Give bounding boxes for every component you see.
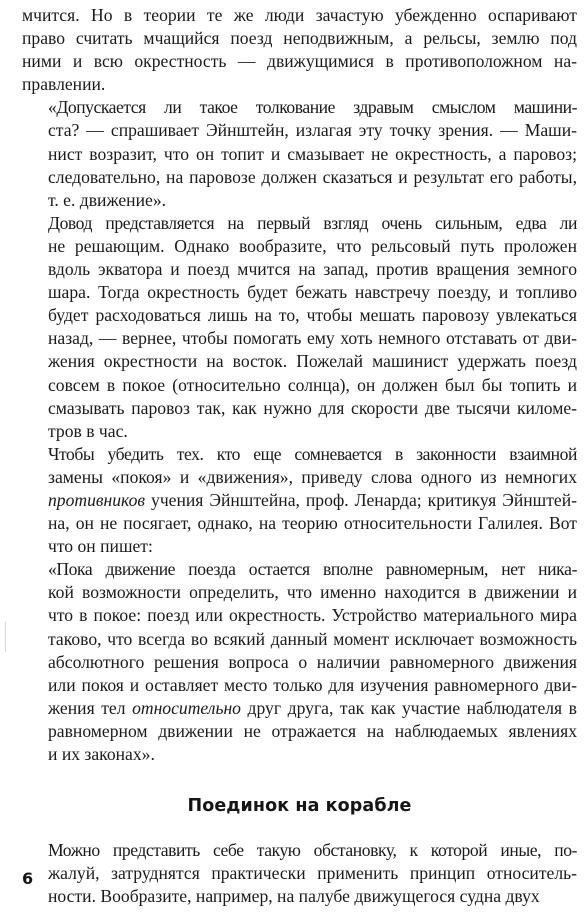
text-run: назад, — вернее, чтобы помогать ему хоть немного отставать от дви- xyxy=(48,328,577,349)
text-line xyxy=(22,720,577,743)
paragraph xyxy=(22,558,577,766)
text-run: будет расходоваться лишь на то, чтобы мешать паровозу увлекаться xyxy=(48,305,577,326)
text-run: равномерном движении не отражается на наблюдаемых явлениях xyxy=(48,720,577,741)
text-line xyxy=(22,374,577,397)
text-run: ними и всю окрестность — движущимися в противоположном на- xyxy=(22,51,577,72)
scan-mark xyxy=(5,622,6,652)
text-run: нист возразит, что он топит и смазывает не окрестность, а паровоз; xyxy=(48,143,577,164)
text-line xyxy=(22,96,577,119)
text-line xyxy=(22,258,577,281)
text-run: не решающим. Однако вообразите, что рельсовый путь проложен xyxy=(48,235,577,256)
text-line xyxy=(22,489,577,512)
text-line xyxy=(22,651,577,674)
text-run: мчится. Но в теории те же люди зачастую убежденно оспаривают xyxy=(22,5,577,25)
text-line xyxy=(22,304,577,327)
text-run: друг друга, так как участие наблюдателя в xyxy=(240,697,577,718)
text-line xyxy=(22,466,577,489)
italic-text: противников xyxy=(48,489,146,510)
text-line xyxy=(22,512,577,535)
text-line xyxy=(22,628,577,651)
text-run: или покоя и оставляет место только для изучения равномерного дви- xyxy=(48,674,577,695)
text-line xyxy=(22,281,577,304)
text-line xyxy=(22,73,577,96)
text-run: право считать мчащийся поезд неподвижным, а рельсы, землю под xyxy=(22,28,577,49)
text-run: ности. Вообразите, например, на палубе движущегося судна двух xyxy=(48,886,540,907)
text-run: жения окрестности на восток. Пожелай машинист удержать поезд xyxy=(48,351,577,372)
text-run: шара. Тогда окрестность будет бежать навстречу поезду, и топливо xyxy=(48,282,577,303)
text-run: правлении. xyxy=(22,74,106,95)
text-run: смазывать паровоз так, как нужно для скорости две тысячи киломе- xyxy=(48,397,577,418)
italic-text: относительно xyxy=(132,697,241,718)
text-line xyxy=(22,4,577,27)
text-line xyxy=(22,535,577,558)
text-run: кой возможности определить, что именно находится в движении и xyxy=(48,582,577,603)
text-run: на, он не посягает, однако, на теорию относительности Галилея. Вот xyxy=(48,513,577,534)
text-run: жалуй, затруднятся практически применить принцип относитель- xyxy=(48,863,577,884)
text-run: следовательно, на паровозе должен сказаться и результат его работы, xyxy=(48,166,577,187)
final-paragraph xyxy=(22,839,577,908)
paragraph xyxy=(22,96,577,211)
text-run: Можно представить себе такую обстановку, к которой иные, по- xyxy=(48,840,577,861)
text-line xyxy=(22,885,577,908)
page-number: 6 xyxy=(22,869,34,888)
text-line xyxy=(22,189,577,212)
text-line xyxy=(22,443,577,466)
text-run: совсем в покое (относительно солнца), он должен был бы топить и xyxy=(48,374,577,395)
text-line xyxy=(22,235,577,258)
page-body xyxy=(22,4,577,908)
text-line xyxy=(22,674,577,697)
text-run: вдоль экватора и поезд мчится на запад, против вращения земного xyxy=(48,259,577,280)
text-line xyxy=(22,50,577,73)
text-run: учения Эйнштейна, проф. Ленарда; критикуя Эйнштей- xyxy=(145,489,577,510)
text-line xyxy=(22,350,577,373)
text-run: жения тел xyxy=(48,697,133,718)
text-line xyxy=(22,397,577,420)
text-run: «Допускается ли такое толкование здравым смыслом машини- xyxy=(48,97,577,118)
paragraph xyxy=(22,4,577,96)
text-run: что в покое: поезд или окрестность. Устройство материального мира xyxy=(48,605,577,626)
text-line xyxy=(22,743,577,766)
text-line xyxy=(22,420,577,443)
text-run: Чтобы убедить тех. кто еще сомневается в законности взаимной xyxy=(48,443,577,464)
text-run: замены «покоя» и «движения», приведу слова одного из немногих xyxy=(48,466,577,487)
text-line xyxy=(22,839,577,862)
text-run: что он пишет: xyxy=(48,536,153,557)
text-line xyxy=(22,119,577,142)
text-run: т. е. движение». xyxy=(48,189,167,210)
text-line xyxy=(22,327,577,350)
text-line xyxy=(22,166,577,189)
text-run: абсолютного решения вопроса о наличии равномерного движения xyxy=(48,651,577,672)
text-run: Довод представляется на первый взгляд очень сильным, едва ли xyxy=(48,212,577,233)
text-line xyxy=(22,27,577,50)
text-run: «Пока движение поезда остается вполне равномерным, нет никa- xyxy=(48,559,577,580)
text-run: ста? — спрашивает Эйнштейн, излагая эту точку зрения. — Маши- xyxy=(48,120,577,141)
body-text xyxy=(22,4,577,766)
text-line xyxy=(22,143,577,166)
text-run: и их законах». xyxy=(48,744,155,764)
text-line xyxy=(22,558,577,581)
paragraph xyxy=(22,212,577,443)
paragraph xyxy=(22,839,577,908)
paragraph xyxy=(22,443,577,558)
text-run: таково, что всегда во всякий данный момент исключает возможность xyxy=(48,628,577,649)
text-run: тров в час. xyxy=(48,420,128,441)
text-line xyxy=(22,212,577,235)
text-line xyxy=(22,604,577,627)
text-line xyxy=(22,862,577,885)
text-line xyxy=(22,581,577,604)
text-line xyxy=(22,697,577,720)
section-heading: Поединок на корабле xyxy=(187,796,412,817)
